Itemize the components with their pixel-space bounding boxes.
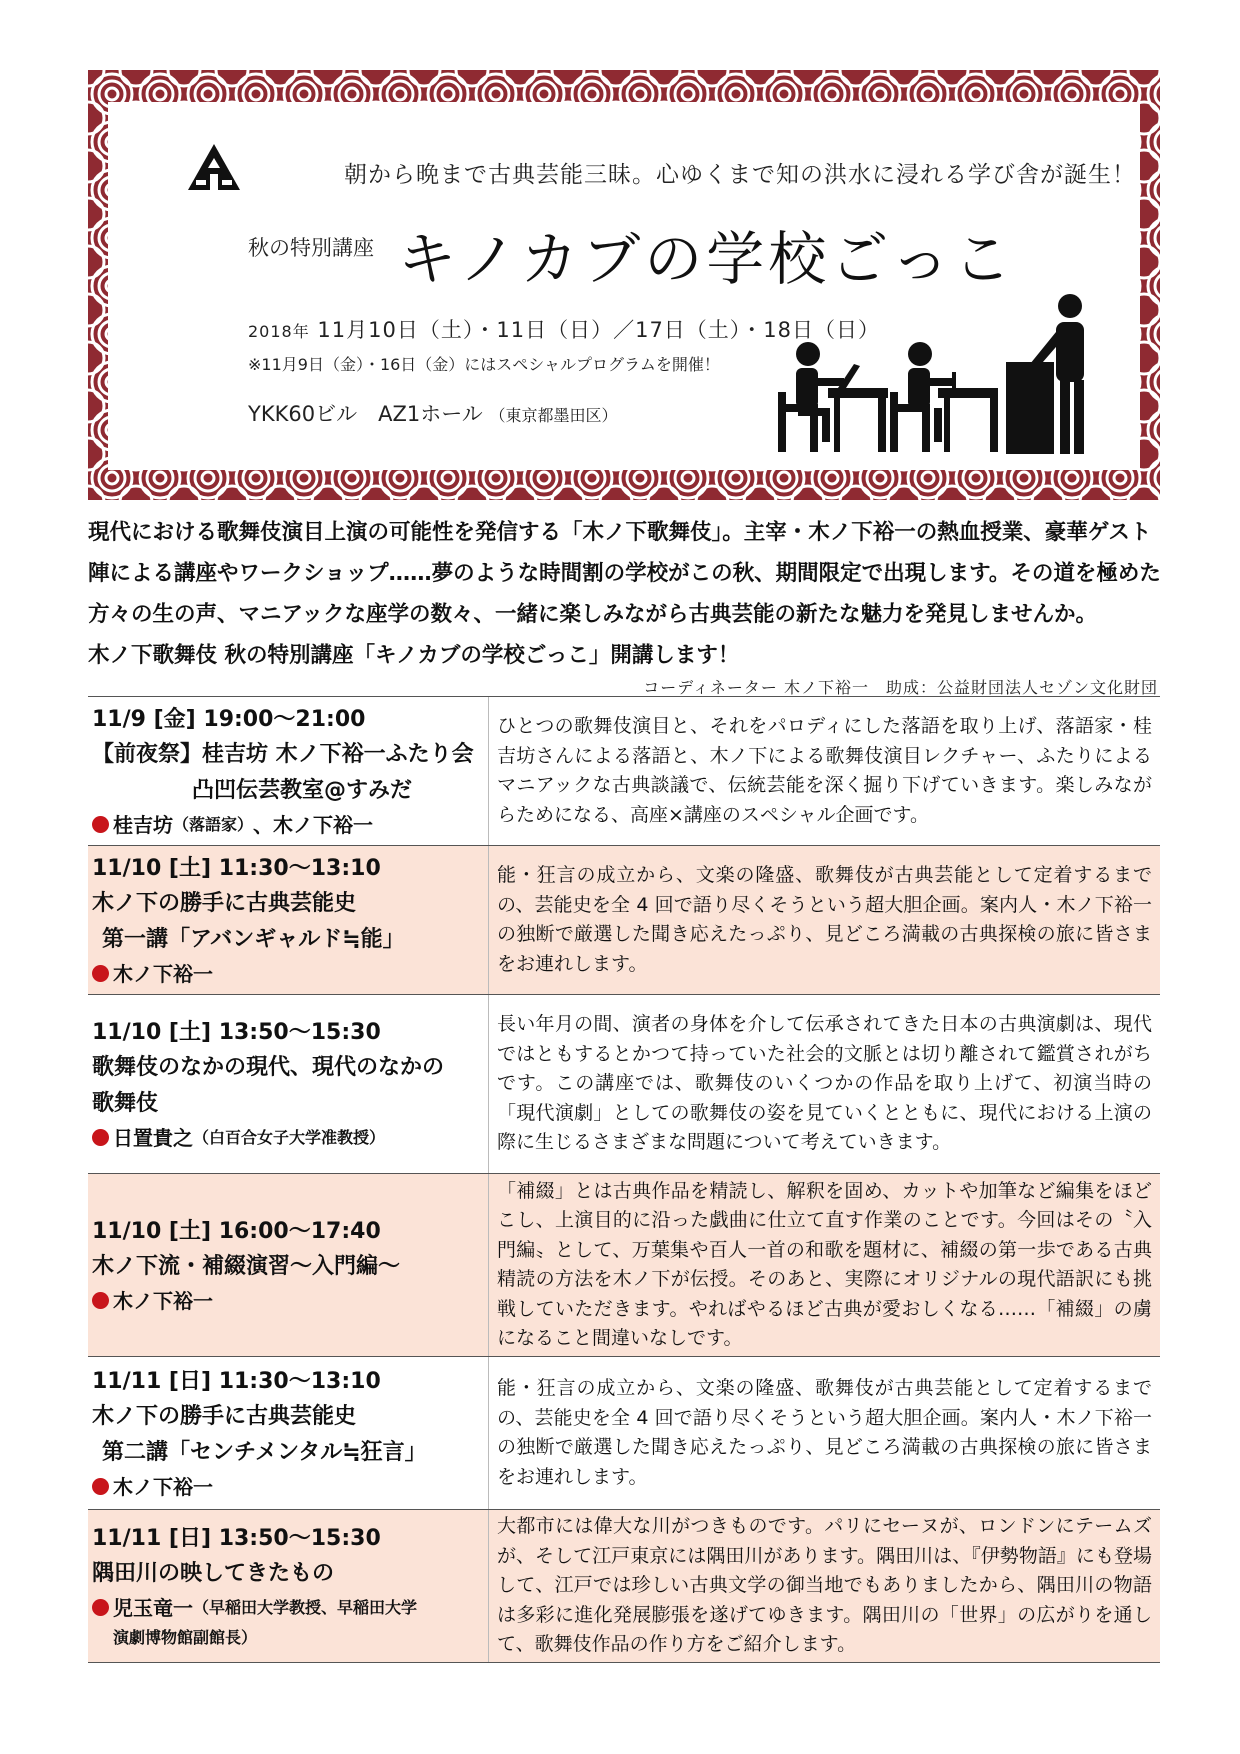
session-title: 木ノ下流・補綴演習〜入門編〜 xyxy=(92,1253,401,1279)
session-title: 歌舞伎のなかの現代、現代のなかの xyxy=(92,1054,445,1080)
session-lecturer xyxy=(92,1122,482,1154)
intro-text xyxy=(88,512,1168,676)
session-description xyxy=(488,995,1160,1173)
session-info xyxy=(88,697,488,845)
special-lecture-label: 秋の特別講座 xyxy=(248,236,374,260)
session-time: 11/10 [土] 11:30〜13:10 xyxy=(92,855,381,881)
session-info xyxy=(88,846,488,994)
schedule-row xyxy=(88,994,1160,1173)
lecturer-affiliation-cont: 演劇博物館副館長） xyxy=(113,1627,258,1647)
session-subtitle: 凸凹伝芸教室@すみだ xyxy=(192,777,413,803)
venue xyxy=(248,398,618,428)
session-description-text: 「補綴」とは古典作品を精読し、解釈を固め、カットや加筆など編集をほどこし、上演目的に沿った戯曲に仕立て直す作業のことです。今回はその〝入門編〟として、万葉集や百人一首の和歌を題材に、補綴の第一歩である古典精読の方法を木ノ下が伝授。そのあと、実際にオリジナルの現代語訳にも挑戦していただきます。やればやるほど古典が愛おしくなる……「補綴」の虜になること間違いなしです。 xyxy=(497,1179,1152,1349)
schedule-table xyxy=(88,696,1160,1663)
lecturer-name: 児玉竜一 xyxy=(113,1595,193,1620)
session-description-text: 能・狂言の成立から、文楽の隆盛、歌舞伎が古典芸能として定着するまでの、芸能史を全 4 回で語り尽くそうという超大胆企画。案内人・木ノ下裕一の独断で厳選した聞き応えたっぷり、見どころ満載の古典探検の旅に皆さまをお連れします。 xyxy=(497,1377,1152,1488)
session-description-text: 能・狂言の成立から、文楽の隆盛、歌舞伎が古典芸能として定着するまでの、芸能史を全 4 回で語り尽くそうという超大胆企画。案内人・木ノ下裕一の独断で厳選した聞き応えたっぷり、見どころ満載の古典探検の旅に皆さまをお連れします。 xyxy=(497,864,1152,975)
special-program-note: ※11月9日（金）・16日（金）にはスペシャルプログラムを開催！ xyxy=(248,355,720,374)
event-days: 11月10日（土）・11日（日）／17日（土）・18日（日） xyxy=(317,318,881,342)
session-title: 隅田川の映してきたもの xyxy=(92,1560,335,1586)
schedule-row xyxy=(88,845,1160,994)
session-description-text: ひとつの歌舞伎演目と、それをパロディにした落語を取り上げ、落語家・桂吉坊さんによる落語と、木ノ下による歌舞伎演目レクチャー、ふたりによるマニアックな古典談議で、伝統芸能を深く掘り下げていきます。楽しみながらためになる、高座×講座のスペシャル企画です。 xyxy=(497,715,1152,826)
lecturer-name: 木ノ下裕一 xyxy=(113,961,213,986)
session-lecturer xyxy=(92,1592,482,1624)
intro-line: 現代における歌舞伎演目上演の可能性を発信する「木ノ下歌舞伎」。主宰・木ノ下裕一の熱血授業、豪華ゲスト xyxy=(88,520,1152,545)
event-year: 2018年 xyxy=(248,322,310,341)
banner-content xyxy=(108,102,1140,470)
venue-name: YKK60ビル AZ1ホール xyxy=(248,402,483,426)
schedule-row xyxy=(88,1509,1160,1663)
session-lecturer xyxy=(92,1285,482,1317)
schedule-row xyxy=(88,1356,1160,1509)
session-description xyxy=(488,846,1160,994)
classroom-pictogram-icon xyxy=(738,292,1118,462)
session-subtitle: 第一講「アバンギャルド≒能」 xyxy=(102,926,405,952)
lecturer-name: 桂吉坊 xyxy=(113,812,173,837)
session-subtitle: 歌舞伎 xyxy=(92,1090,159,1116)
session-time: 11/10 [土] 13:50〜15:30 xyxy=(92,1019,381,1045)
session-description xyxy=(488,1510,1160,1662)
session-lecturer xyxy=(92,958,482,990)
session-time: 11/9 [金] 19:00〜21:00 xyxy=(92,706,366,732)
bullet-icon xyxy=(92,965,109,982)
schedule-row xyxy=(88,1173,1160,1356)
session-description-text: 大都市には偉大な川がつきものです。パリにセーヌが、ロンドンにテームズが、そして江戸東京には隅田川があります。隅田川は、『伊勢物語』にも登場して、江戸では珍しい古典文学の御当地でもありましたから、隅田川の物語は多彩に進化発展膨張を遂げてゆきます。隅田川の「世界」の広がりを通して、歌舞伎作品の作り方をご紹介します。 xyxy=(497,1515,1152,1656)
bullet-icon xyxy=(92,1292,109,1309)
lecturer-name: 木ノ下裕一 xyxy=(113,1288,213,1313)
intro-line: 方々の生の声、マニアックな座学の数々、一緒に楽しみながら古典芸能の新たな魅力を発見しませんか。 xyxy=(88,602,1098,627)
session-info xyxy=(88,995,488,1173)
venue-location: （東京都墨田区） xyxy=(489,406,618,425)
intro-line: 木ノ下歌舞伎 秋の特別講座「キノカブの学校ごっこ」開講します！ xyxy=(88,643,740,668)
kinokabu-logo-icon xyxy=(186,142,242,192)
session-time: 11/11 [日] 13:50〜15:30 xyxy=(92,1525,381,1551)
session-title: 木ノ下の勝手に古典芸能史 xyxy=(92,890,357,916)
session-description-text: 長い年月の間、演者の身体を介して伝承されてきた日本の古典演劇は、現代ではともするとかつて持っていた社会的文脈とは切り離されて鑑賞されがちです。この講座では、歌舞伎のいくつかの作品を取り上げて、初演当時の「現代演劇」としての歌舞伎の姿を見ていくとともに、現代における上演の際に生じるさまざまな問題について考えていきます。 xyxy=(497,1013,1152,1154)
bullet-icon xyxy=(92,1478,109,1495)
session-description xyxy=(488,1174,1160,1356)
session-title: 【前夜祭】桂吉坊 木ノ下裕一ふたり会 xyxy=(92,741,474,767)
session-time: 11/11 [日] 11:30〜13:10 xyxy=(92,1368,381,1394)
event-title: キノカブの学校ごっこ xyxy=(398,225,1016,293)
lecturer-affiliation: （白百合女子大学准教授） xyxy=(193,1127,386,1147)
credit-line: コーディネーター 木ノ下裕一 助成：公益財団法人セゾン文化財団 xyxy=(643,678,1158,697)
session-lecturer xyxy=(92,809,482,841)
lecturer-name: 日置貴之 xyxy=(113,1125,193,1150)
tagline: 朝から晩まで古典芸能三昧。心ゆくまで知の洪水に浸れる学び舎が誕生！ xyxy=(344,162,1136,188)
schedule-row xyxy=(88,696,1160,845)
session-info xyxy=(88,1174,488,1356)
lecturer-affiliation: （落語家） xyxy=(173,814,254,834)
session-description xyxy=(488,697,1160,845)
bullet-icon xyxy=(92,1599,109,1616)
session-description xyxy=(488,1357,1160,1509)
bullet-icon xyxy=(92,1129,109,1146)
header-banner xyxy=(88,70,1160,500)
intro-line: 陣による講座やワークショップ……夢のような時間割の学校がこの秋、期間限定で出現します。その道を極めた xyxy=(88,561,1161,586)
session-lecturer xyxy=(92,1471,482,1503)
session-info xyxy=(88,1510,488,1662)
lecturer-name: 木ノ下裕一 xyxy=(113,1474,213,1499)
bullet-icon xyxy=(92,816,109,833)
session-subtitle: 第二講「センチメンタル≒狂言」 xyxy=(102,1439,427,1465)
lecturer-affiliation: （早稲田大学教授、早稲田大学 xyxy=(193,1597,418,1617)
session-time: 11/10 [土] 16:00〜17:40 xyxy=(92,1218,381,1244)
lecturer-name-extra: 、木ノ下裕一 xyxy=(253,812,374,837)
session-title: 木ノ下の勝手に古典芸能史 xyxy=(92,1403,357,1429)
session-info xyxy=(88,1357,488,1509)
